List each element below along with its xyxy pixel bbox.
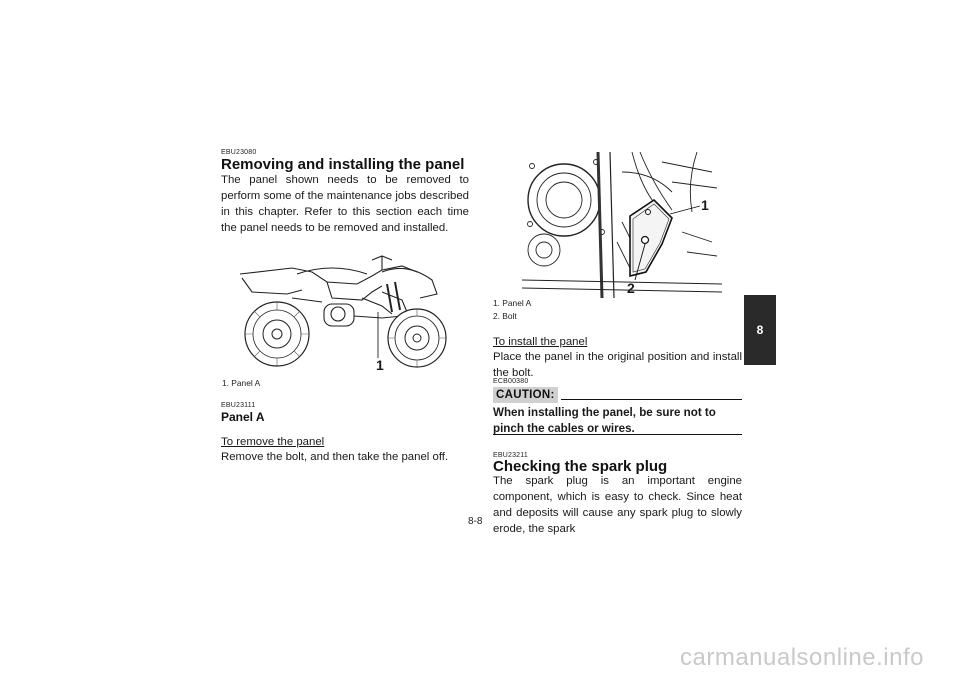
section-code: EBU23211: [493, 452, 528, 459]
chapter-tab: [744, 295, 776, 365]
caution-text: When installing the panel, be sure not to pinch the cables or wires.: [493, 406, 716, 435]
engine-panel-illustration: [522, 152, 722, 298]
chapter-number: 8: [756, 323, 764, 337]
section-body: The spark plug is an important engine component, which is easy to check. Since heat and deposits will cause any spark plug to slowly erode, the spark: [493, 475, 742, 535]
atv-drawing: [232, 252, 457, 372]
figure-callout-number: 2: [627, 280, 635, 296]
section-title: Panel A: [221, 410, 265, 424]
caution-label: CAUTION:: [493, 387, 558, 403]
section-title: Removing and installing the panel: [221, 156, 465, 173]
caution-label-box: [493, 385, 558, 403]
caution-code: ECB00380: [493, 378, 529, 385]
section-code: EBU23080: [221, 149, 257, 156]
engine-panel-drawing: [522, 152, 722, 298]
figure-callout-number: 1: [376, 357, 384, 373]
figure-caption: 1. Panel A: [222, 378, 261, 388]
watermark: carmanualsonline.info: [680, 644, 924, 671]
figure-caption: 2. Bolt: [493, 311, 517, 321]
figure-caption: 1. Panel A: [493, 298, 532, 308]
caution-bottom-rule: [493, 434, 742, 435]
atv-illustration: [232, 252, 457, 372]
section-code: EBU23111: [221, 402, 256, 409]
procedure-body: Place the panel in the original position and install the bolt.: [493, 351, 742, 379]
procedure-heading: To install the panel: [493, 336, 588, 348]
procedure-body: Remove the bolt, and then take the panel off.: [221, 451, 449, 463]
section-body: The panel shown needs to be removed to perform some of the maintenance jobs described in this chapter. Refer to this section each time the panel needs to be removed and installed.: [221, 174, 469, 234]
page-number: 8-8: [468, 516, 483, 527]
procedure-heading: To remove the panel: [221, 436, 325, 448]
section-title: Checking the spark plug: [493, 458, 668, 475]
caution-rule: [561, 399, 742, 400]
figure-callout-number: 1: [701, 197, 709, 213]
